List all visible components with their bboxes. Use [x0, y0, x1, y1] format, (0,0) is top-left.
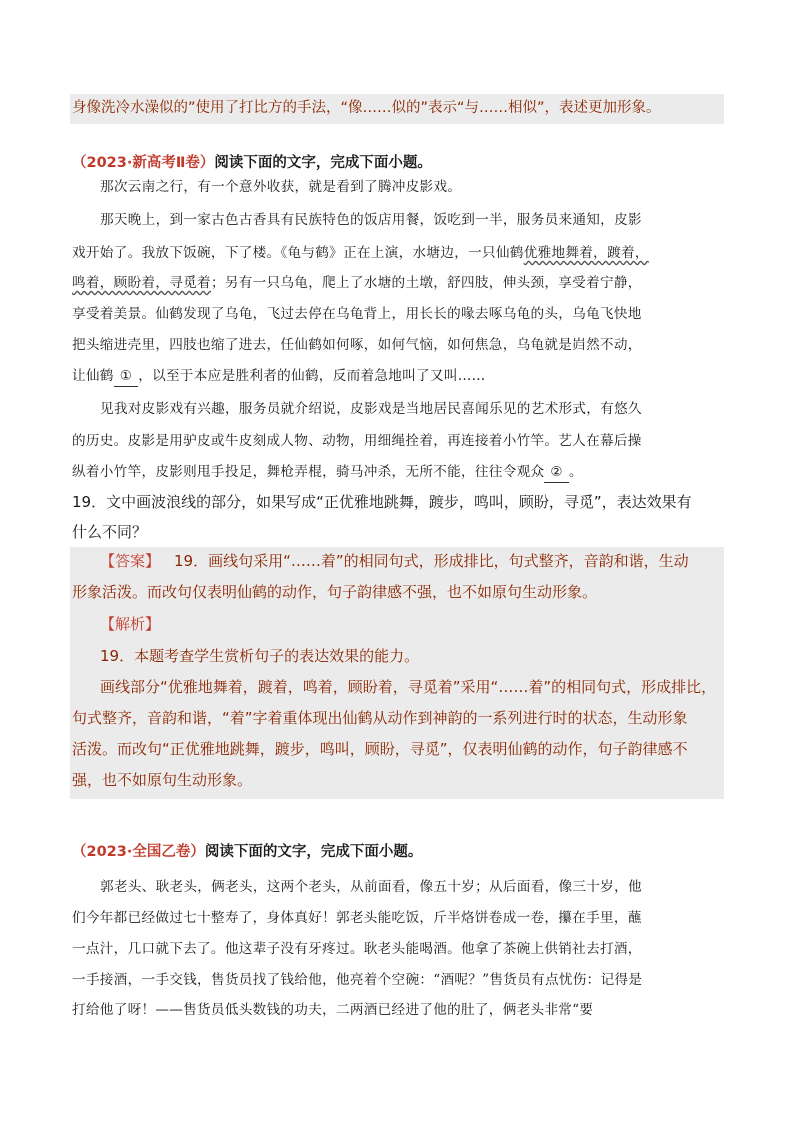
- passage2-line: 一点汁，几口就下去了。他这辈子没有牙疼过。耿老头能喝酒。他拿了茶碗上供销社去打酒，: [72, 941, 642, 957]
- answer-line: 形象活泼。而改句仅表明仙鹤的动作，句子韵律感不强，也不如原句生动形象。: [72, 583, 598, 601]
- passage1-line: 那次云南之行，有一个意外收获，就是看到了腾冲皮影戏。: [100, 179, 462, 195]
- analysis-tag: 【解析】: [100, 615, 161, 633]
- blank-1: ①: [114, 366, 139, 387]
- prior-analysis-tail: 身像洗冷水澡似的”使用了打比方的手法，“像……似的”表示“与……相似”，表述更加形象。: [72, 100, 661, 116]
- blank-2: ②: [544, 462, 569, 483]
- passage2-line: 打给他了呀！——售货员低头数钱的功夫，二两酒已经进了他的肚了，俩老头非常“要: [72, 1002, 594, 1018]
- analysis-line: 活泼。而改句“正优雅地跳舞，踱步，鸣叫，顾盼，寻觅”，仅表明仙鹤的动作，句子韵律感不: [72, 740, 688, 758]
- passage1-line: 的历史。皮影是用驴皮或牛皮刻成人物、动物，用细绳拴着，再连接着小竹竿。艺人在幕后操: [72, 433, 642, 449]
- passage1-line: [72, 243, 649, 263]
- passage1-line: 享受着美景。仙鹤发现了乌龟，飞过去停在乌龟背上，用长长的喙去啄乌龟的头，乌龟飞快地: [72, 306, 642, 322]
- wavy-underlined-phrase: 优雅地舞着，踱着，: [523, 245, 649, 261]
- section2-instruction: 阅读下面的文字，完成下面小题。: [204, 844, 423, 860]
- passage1-text: 。: [568, 464, 583, 480]
- analysis-line: 强，也不如原句生动形象。: [72, 771, 253, 789]
- analysis-line: 句式整齐，音韵和谐，“着”字着重体现出仙鹤从动作到神韵的一系列进行时的状态，生动形象: [72, 709, 688, 727]
- section2-source: （2023·全国乙卷）: [72, 844, 205, 860]
- passage1-text: 纵着小竹竿，皮影则甩手投足，舞枪弄棍，骑马冲杀，无所不能，往往令观众: [72, 464, 545, 480]
- answer-text: 19．画线句采用“……着”的相同句式，形成排比，句式整齐，音韵和谐，生动: [174, 552, 689, 570]
- answer-tag: 【答案】: [100, 552, 161, 570]
- passage2-line: 郭老头、耿老头，俩老头，这两个老头，从前面看，像五十岁；从后面看，像三十岁，他: [100, 879, 642, 895]
- passage1-line: 见我对皮影戏有兴趣，服务员就介绍说，皮影戏是当地居民喜闻乐见的艺术形式，有悠久: [100, 401, 642, 417]
- passage1-text: ；另有一只乌龟，爬上了水塘的土墩，舒四肢，伸头颈，享受着宁静，: [210, 275, 642, 291]
- passage1-line: [72, 273, 642, 293]
- passage1-line: 那天晚上，到一家古色古香具有民族特色的饭店用餐，饭吃到一半，服务员来通知，皮影: [100, 212, 642, 228]
- section1-header: [72, 153, 432, 173]
- section1-source: （2023·新高考Ⅱ卷）: [72, 155, 215, 171]
- answer-line: [100, 551, 689, 571]
- passage1-text: ，以至于本应是胜利者的仙鹤，反而着急地叫了又叫……: [138, 368, 486, 384]
- question-19: 19．文中画波浪线的部分，如果写成“正优雅地跳舞，踱步，鸣叫，顾盼，寻觅”，表达效果有: [72, 493, 692, 511]
- question-19: 什么不同？: [72, 523, 148, 541]
- passage1-line: 把头缩进壳里，四肢也缩了进去，任仙鹤如何啄，如何气恼，如何焦急，乌龟就是岿然不动，: [72, 337, 642, 353]
- section2-header: [72, 842, 422, 862]
- analysis-line: 画线部分“优雅地舞着，踱着，鸣着，顾盼着，寻觅着”采用“……着”的相同句式，形成排比，: [100, 678, 717, 696]
- section1-instruction: 阅读下面的文字，完成下面小题。: [214, 155, 432, 171]
- wavy-underlined-phrase: 鸣着，顾盼着，寻觅着: [72, 275, 211, 291]
- passage1-line: [72, 462, 583, 483]
- passage2-line: 一手接酒，一手交钱，售货员找了钱给他，他亮着个空碗：“酒呢？”售货员有点忧伤：记得是: [72, 972, 643, 988]
- passage1-text: 戏开始了。我放下饭碗，下了楼。《龟与鹤》正在上演，水塘边，一只仙鹤: [72, 245, 524, 261]
- passage1-text: 让仙鹤: [72, 368, 114, 384]
- passage1-line: [72, 366, 486, 387]
- passage2-line: 们今年都已经做过七十整寿了，身体真好！郭老头能吃饭，斤半烙饼卷成一卷，攥在手里，蘸: [72, 910, 642, 926]
- analysis-line: 19．本题考查学生赏析句子的表达效果的能力。: [100, 647, 420, 665]
